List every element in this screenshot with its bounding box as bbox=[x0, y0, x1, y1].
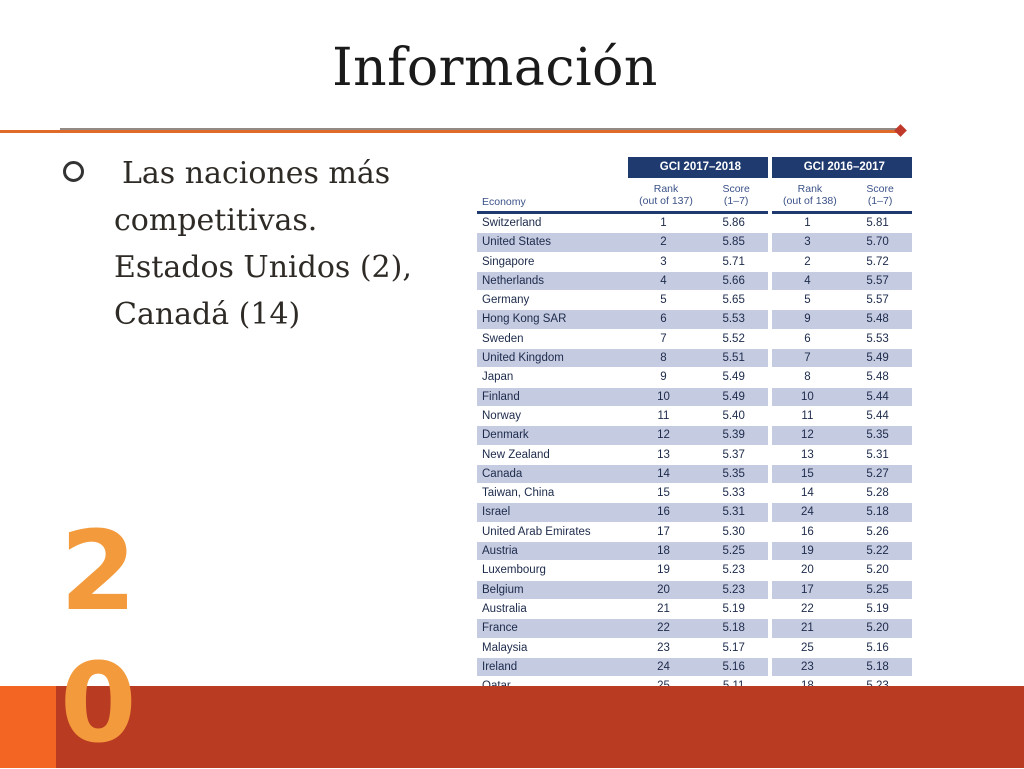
rank-2016-cell: 23 bbox=[772, 657, 844, 676]
slide-number-digit: 2 bbox=[60, 507, 137, 635]
economy-cell: United Arab Emirates bbox=[477, 522, 628, 541]
table-row bbox=[477, 349, 912, 368]
table-row bbox=[477, 213, 912, 233]
rank-2016-cell: 15 bbox=[772, 464, 844, 483]
score-2017-cell: 5.49 bbox=[699, 387, 768, 406]
economy-cell: Switzerland bbox=[477, 213, 628, 233]
table-row bbox=[477, 542, 912, 561]
economy-cell: Malaysia bbox=[477, 638, 628, 657]
rank-2017-cell: 13 bbox=[628, 445, 700, 464]
rank-2016-cell: 14 bbox=[772, 484, 844, 503]
rank-2016-cell: 9 bbox=[772, 310, 844, 329]
slide-number bbox=[60, 505, 137, 769]
rank-header-2016: Rank (out of 138) bbox=[772, 178, 844, 213]
score-2017-cell: 5.40 bbox=[699, 406, 768, 425]
score-2017-cell: 5.16 bbox=[699, 657, 768, 676]
rank-2017-cell: 7 bbox=[628, 329, 700, 348]
economy-cell: Luxembourg bbox=[477, 561, 628, 580]
economy-cell: Netherlands bbox=[477, 271, 628, 290]
bullet-icon bbox=[63, 161, 84, 182]
score-2016-cell: 5.28 bbox=[843, 484, 912, 503]
economy-cell: Denmark bbox=[477, 426, 628, 445]
score-2017-cell: 5.66 bbox=[699, 271, 768, 290]
score-2016-cell: 5.20 bbox=[843, 619, 912, 638]
economy-cell: Singapore bbox=[477, 252, 628, 271]
score-2016-cell: 5.35 bbox=[843, 426, 912, 445]
score-2016-cell: 5.26 bbox=[843, 522, 912, 541]
table-row bbox=[477, 522, 912, 541]
economy-cell: Finland bbox=[477, 387, 628, 406]
rank-2017-cell: 5 bbox=[628, 291, 700, 310]
table-row bbox=[477, 252, 912, 271]
blank-header-cell bbox=[477, 157, 628, 178]
rank-2016-cell: 19 bbox=[772, 542, 844, 561]
table-row bbox=[477, 503, 912, 522]
score-2016-cell: 5.16 bbox=[843, 638, 912, 657]
score-2017-cell: 5.37 bbox=[699, 445, 768, 464]
rank-2016-cell: 2 bbox=[772, 252, 844, 271]
rank-2016-cell: 24 bbox=[772, 503, 844, 522]
table-row bbox=[477, 445, 912, 464]
score-2017-cell: 5.52 bbox=[699, 329, 768, 348]
score-2017-cell: 5.31 bbox=[699, 503, 768, 522]
rank-2016-cell: 21 bbox=[772, 619, 844, 638]
rank-2016-cell: 17 bbox=[772, 580, 844, 599]
table-row bbox=[477, 619, 912, 638]
gci-ranking-table bbox=[477, 157, 912, 696]
bullet-line: competitivas. bbox=[114, 203, 318, 238]
economy-header: Economy bbox=[477, 178, 628, 213]
rank-2016-cell: 20 bbox=[772, 561, 844, 580]
economy-cell: United Kingdom bbox=[477, 349, 628, 368]
table-row bbox=[477, 561, 912, 580]
rank-2016-cell: 22 bbox=[772, 599, 844, 618]
score-2016-cell: 5.44 bbox=[843, 406, 912, 425]
rank-2016-cell: 11 bbox=[772, 406, 844, 425]
rank-2017-cell: 16 bbox=[628, 503, 700, 522]
rank-2017-cell: 4 bbox=[628, 271, 700, 290]
rank-2017-cell: 6 bbox=[628, 310, 700, 329]
table-row bbox=[477, 291, 912, 310]
economy-cell: Belgium bbox=[477, 580, 628, 599]
economy-cell: Sweden bbox=[477, 329, 628, 348]
score-2016-cell: 5.31 bbox=[843, 445, 912, 464]
economy-cell: Norway bbox=[477, 406, 628, 425]
score-2016-cell: 5.18 bbox=[843, 657, 912, 676]
rank-2016-cell: 4 bbox=[772, 271, 844, 290]
score-2016-cell: 5.57 bbox=[843, 271, 912, 290]
rule-diamond-icon bbox=[894, 124, 907, 137]
rank-2017-cell: 21 bbox=[628, 599, 700, 618]
table-row bbox=[477, 464, 912, 483]
economy-cell: New Zealand bbox=[477, 445, 628, 464]
score-2017-cell: 5.33 bbox=[699, 484, 768, 503]
economy-cell: Ireland bbox=[477, 657, 628, 676]
rank-2016-cell: 8 bbox=[772, 368, 844, 387]
score-2016-cell: 5.44 bbox=[843, 387, 912, 406]
score-2017-cell: 5.17 bbox=[699, 638, 768, 657]
bullet-text bbox=[114, 150, 434, 338]
rank-2016-cell: 6 bbox=[772, 329, 844, 348]
score-2016-cell: 5.18 bbox=[843, 503, 912, 522]
rank-2017-cell: 3 bbox=[628, 252, 700, 271]
score-2017-cell: 5.71 bbox=[699, 252, 768, 271]
score-2017-cell: 5.23 bbox=[699, 580, 768, 599]
table-row bbox=[477, 310, 912, 329]
footer-accent bbox=[0, 686, 56, 768]
table-row bbox=[477, 580, 912, 599]
score-2017-cell: 5.18 bbox=[699, 619, 768, 638]
score-2017-cell: 5.65 bbox=[699, 291, 768, 310]
slide-number-digit: 0 bbox=[60, 639, 137, 767]
slide-title: Información bbox=[332, 38, 658, 98]
economy-cell: Taiwan, China bbox=[477, 484, 628, 503]
group-header-2017: GCI 2017–2018 bbox=[628, 157, 768, 178]
economy-cell: Hong Kong SAR bbox=[477, 310, 628, 329]
table-row bbox=[477, 426, 912, 445]
table-row bbox=[477, 233, 912, 252]
rank-2017-cell: 8 bbox=[628, 349, 700, 368]
score-2016-cell: 5.70 bbox=[843, 233, 912, 252]
score-header-2017: Score (1–7) bbox=[699, 178, 768, 213]
table-row bbox=[477, 387, 912, 406]
rank-2017-cell: 19 bbox=[628, 561, 700, 580]
economy-cell: Germany bbox=[477, 291, 628, 310]
table-row bbox=[477, 329, 912, 348]
rank-2017-cell: 12 bbox=[628, 426, 700, 445]
score-2016-cell: 5.72 bbox=[843, 252, 912, 271]
table-row bbox=[477, 599, 912, 618]
title-rule-dark bbox=[60, 128, 900, 130]
rank-2017-cell: 2 bbox=[628, 233, 700, 252]
rank-2016-cell: 3 bbox=[772, 233, 844, 252]
economy-cell: United States bbox=[477, 233, 628, 252]
score-2017-cell: 5.23 bbox=[699, 561, 768, 580]
economy-cell: France bbox=[477, 619, 628, 638]
score-2016-cell: 5.53 bbox=[843, 329, 912, 348]
score-2017-cell: 5.49 bbox=[699, 368, 768, 387]
rank-2017-cell: 15 bbox=[628, 484, 700, 503]
table-row bbox=[477, 638, 912, 657]
rank-2017-cell: 22 bbox=[628, 619, 700, 638]
score-2016-cell: 5.22 bbox=[843, 542, 912, 561]
rank-2016-cell: 7 bbox=[772, 349, 844, 368]
group-header-2016: GCI 2016–2017 bbox=[772, 157, 912, 178]
table-body bbox=[477, 213, 912, 696]
score-2016-cell: 5.49 bbox=[843, 349, 912, 368]
economy-cell: Austria bbox=[477, 542, 628, 561]
economy-cell: Canada bbox=[477, 464, 628, 483]
economy-cell: Japan bbox=[477, 368, 628, 387]
rank-2017-cell: 24 bbox=[628, 657, 700, 676]
rank-2016-cell: 10 bbox=[772, 387, 844, 406]
footer-bar bbox=[56, 686, 1024, 768]
rank-2017-cell: 20 bbox=[628, 580, 700, 599]
rank-2016-cell: 25 bbox=[772, 638, 844, 657]
economy-cell: Israel bbox=[477, 503, 628, 522]
score-header-2016: Score (1–7) bbox=[843, 178, 912, 213]
score-2016-cell: 5.57 bbox=[843, 291, 912, 310]
table-row bbox=[477, 657, 912, 676]
score-2017-cell: 5.53 bbox=[699, 310, 768, 329]
economy-cell: Australia bbox=[477, 599, 628, 618]
rank-2017-cell: 23 bbox=[628, 638, 700, 657]
rank-2017-cell: 18 bbox=[628, 542, 700, 561]
rank-2016-cell: 13 bbox=[772, 445, 844, 464]
table-row bbox=[477, 271, 912, 290]
rank-2017-cell: 10 bbox=[628, 387, 700, 406]
bullet-line: Canadá (14) bbox=[114, 297, 301, 332]
rank-2017-cell: 1 bbox=[628, 213, 700, 233]
score-2017-cell: 5.85 bbox=[699, 233, 768, 252]
table-row bbox=[477, 484, 912, 503]
score-2016-cell: 5.25 bbox=[843, 580, 912, 599]
rank-2016-cell: 1 bbox=[772, 213, 844, 233]
score-2017-cell: 5.35 bbox=[699, 464, 768, 483]
score-2017-cell: 5.25 bbox=[699, 542, 768, 561]
bullet-line: Estados Unidos (2), bbox=[114, 250, 412, 285]
bullet-line: Las naciones más bbox=[122, 156, 391, 191]
rank-2017-cell: 9 bbox=[628, 368, 700, 387]
score-2017-cell: 5.86 bbox=[699, 213, 768, 233]
score-2016-cell: 5.19 bbox=[843, 599, 912, 618]
rank-header-2017: Rank (out of 137) bbox=[628, 178, 700, 213]
score-2017-cell: 5.39 bbox=[699, 426, 768, 445]
table-row bbox=[477, 368, 912, 387]
score-2017-cell: 5.19 bbox=[699, 599, 768, 618]
score-2016-cell: 5.48 bbox=[843, 310, 912, 329]
rank-2017-cell: 11 bbox=[628, 406, 700, 425]
rank-2016-cell: 16 bbox=[772, 522, 844, 541]
score-2016-cell: 5.20 bbox=[843, 561, 912, 580]
table-row bbox=[477, 406, 912, 425]
score-2017-cell: 5.30 bbox=[699, 522, 768, 541]
rank-2016-cell: 12 bbox=[772, 426, 844, 445]
rank-2017-cell: 17 bbox=[628, 522, 700, 541]
rank-2017-cell: 14 bbox=[628, 464, 700, 483]
score-2017-cell: 5.51 bbox=[699, 349, 768, 368]
score-2016-cell: 5.48 bbox=[843, 368, 912, 387]
score-2016-cell: 5.27 bbox=[843, 464, 912, 483]
score-2016-cell: 5.81 bbox=[843, 213, 912, 233]
rank-2016-cell: 5 bbox=[772, 291, 844, 310]
title-rule bbox=[0, 130, 900, 133]
